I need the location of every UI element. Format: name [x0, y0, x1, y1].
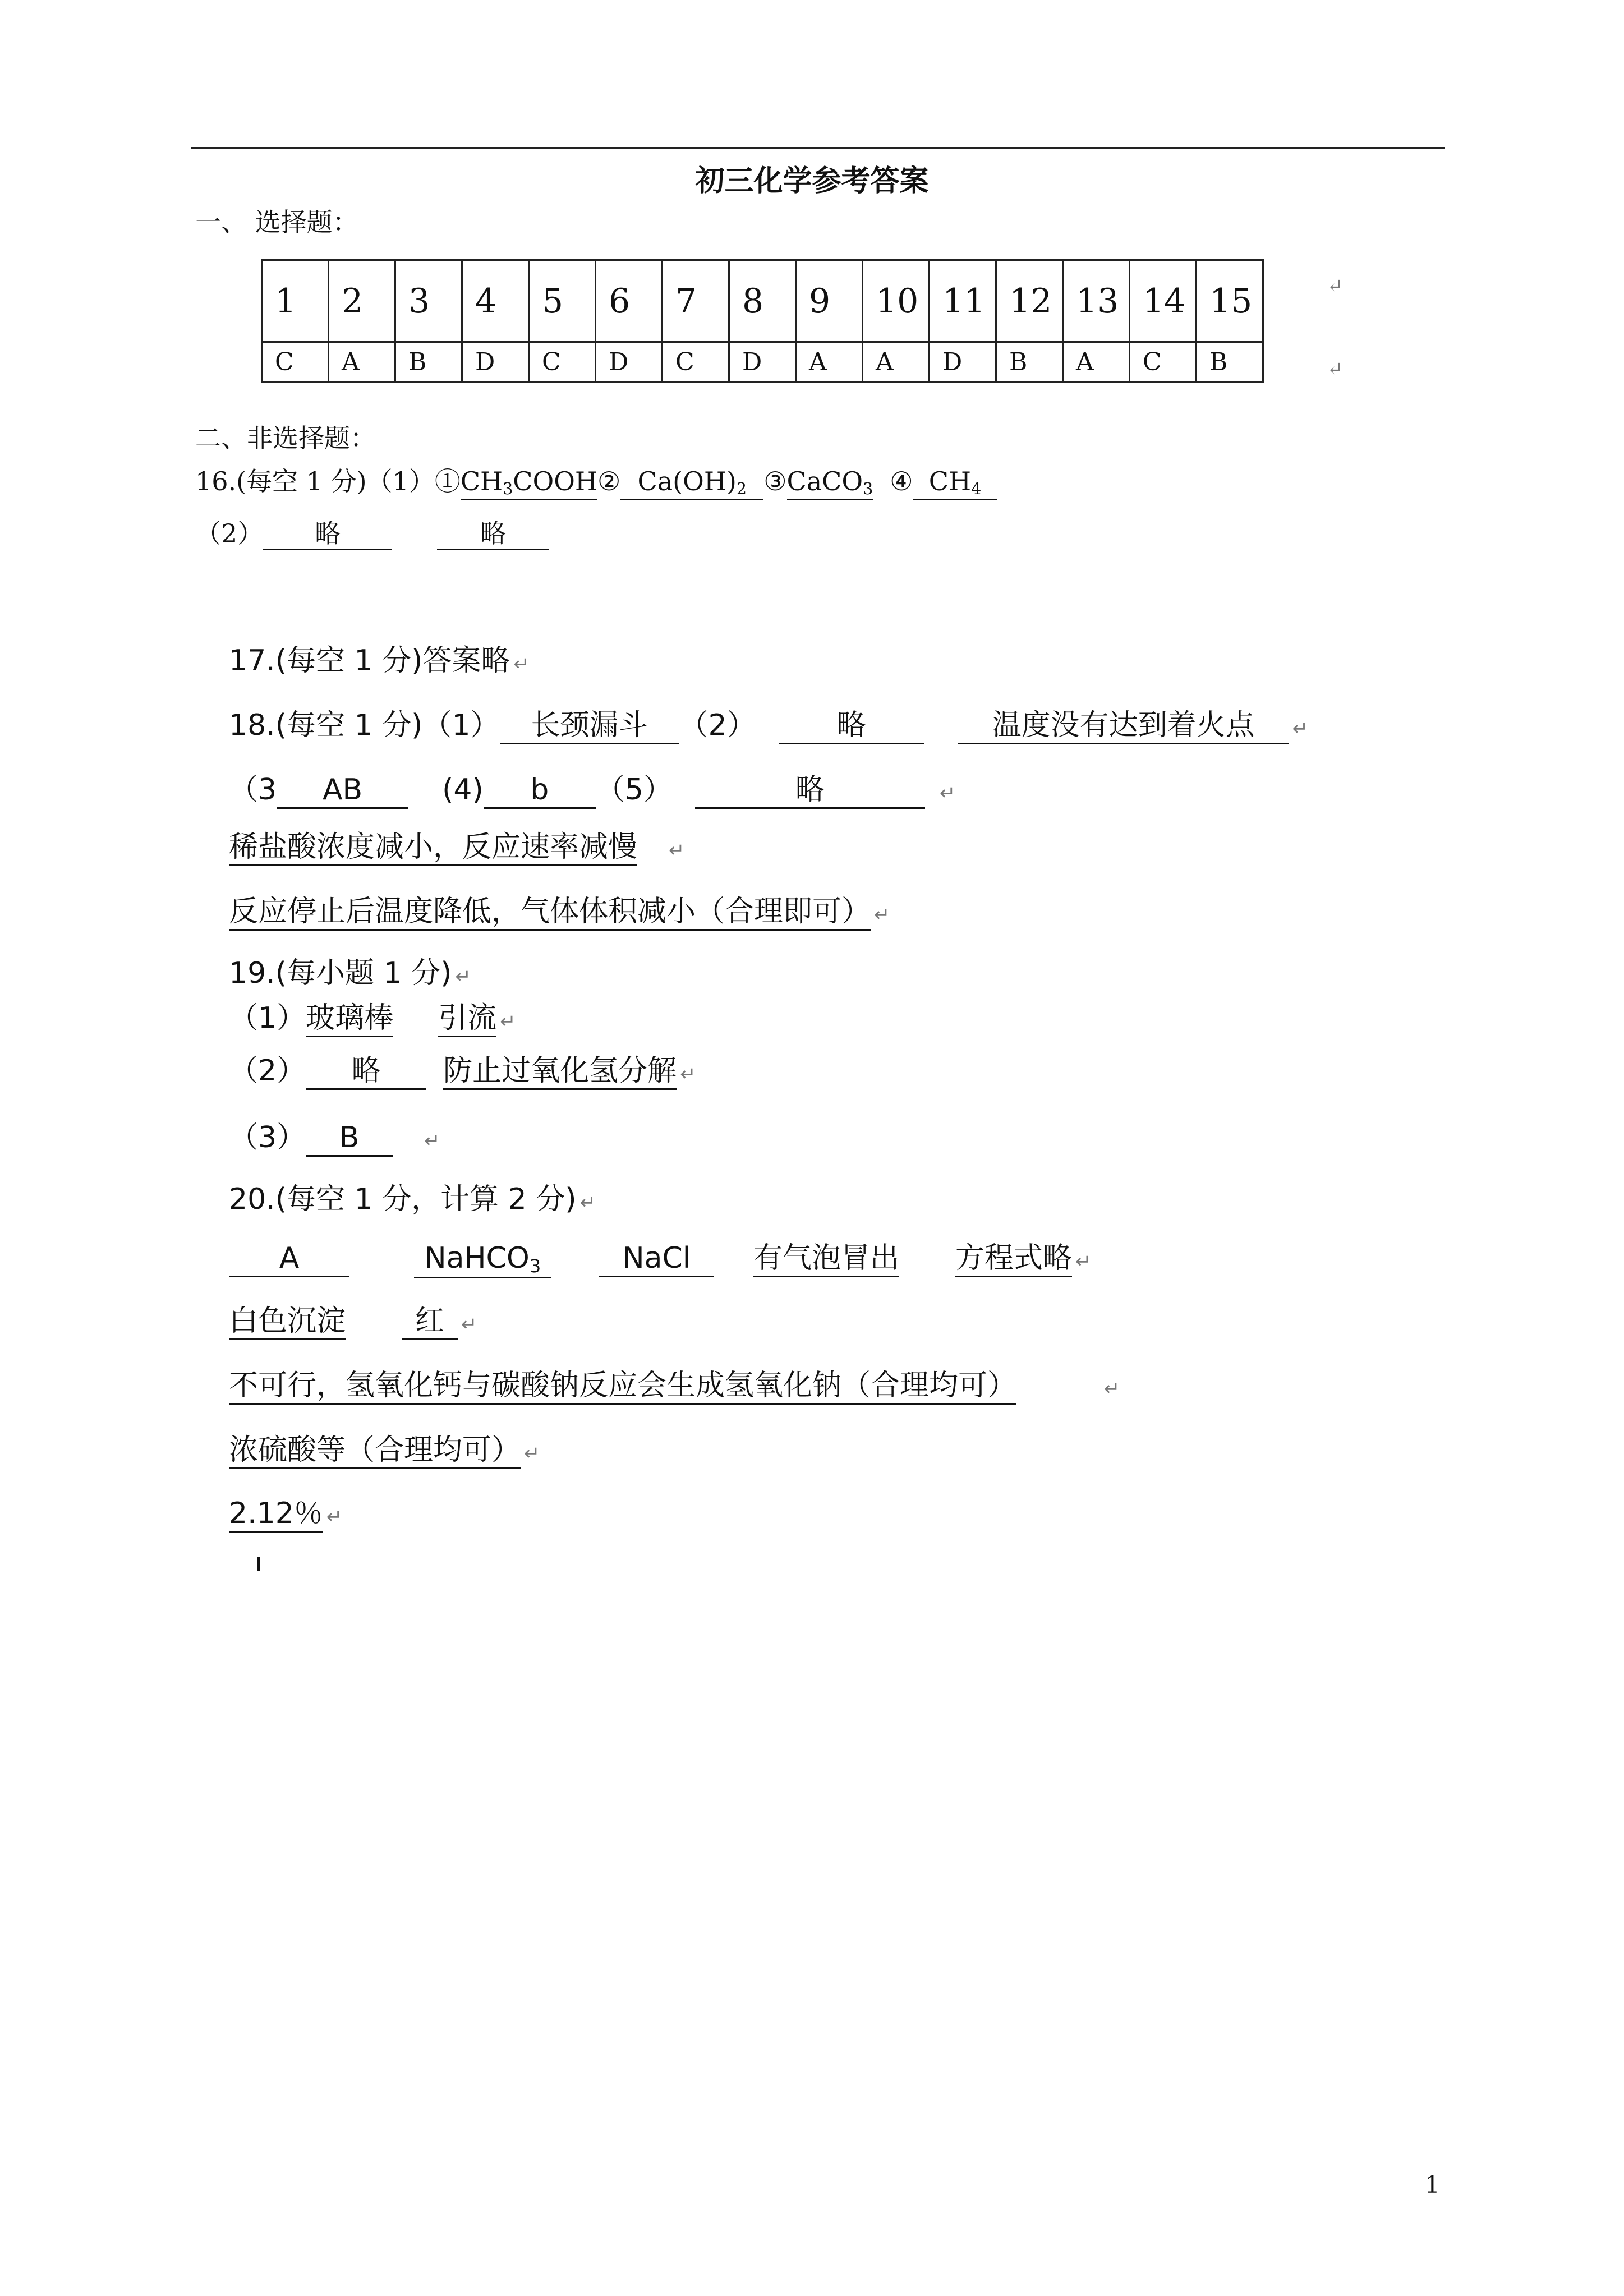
answer-table — [261, 259, 1264, 383]
q18-line3: 稀盐酸浓度减小，反应速率减慢 ↵ — [229, 830, 685, 866]
q18-line2: （3 AB (4) b （5） 略 ↵ — [229, 766, 955, 809]
q18-answer-4: AB — [277, 774, 408, 809]
q19-line1: （1）玻璃棒 引流 ↵ — [229, 994, 516, 1037]
q18-answer-5: b — [484, 774, 596, 809]
question-number-cell: 14 — [1130, 260, 1197, 342]
q18-answer-1: 长颈漏斗 — [500, 709, 679, 744]
section-multiple-choice: 一、 选择题： — [195, 207, 358, 237]
q19-answer-3: 略 — [306, 1055, 426, 1090]
q16-line2 — [195, 513, 549, 550]
q20-line3: 不可行，氢氧化钙与碳酸钠反应会生成氢氧化钠（合理均可） ↵ — [229, 1369, 1120, 1405]
paragraph-mark: ↵ — [1327, 358, 1344, 380]
q16-line1 — [195, 461, 997, 500]
q20-answer-2: NaHCO$_3$ — [414, 1242, 551, 1278]
q18-answer-6: 略 — [695, 774, 925, 809]
question-number-cell: 8 — [729, 260, 796, 342]
q16-answer-4: $CH_4$ — [913, 467, 997, 500]
answer-letter-cell: C — [262, 342, 329, 383]
answer-letter-cell: B — [395, 342, 462, 383]
answer-letter-cell: C — [663, 342, 729, 383]
answer-letter-cell: C — [529, 342, 596, 383]
answer-letter-cell: B — [1197, 342, 1263, 383]
q16-prefix: 16.(每空 1 分)（1）① — [195, 466, 461, 496]
question-number-cell: 7 — [663, 260, 729, 342]
q16-marker-4: ④ — [890, 466, 913, 496]
text-cursor — [257, 1557, 260, 1571]
answer-letter-row — [262, 342, 1263, 383]
answer-letter-cell: D — [729, 342, 796, 383]
q17-line: 17.(每空 1 分)答案略 ↵ — [229, 644, 530, 678]
question-number-cell: 15 — [1197, 260, 1263, 342]
q20-line4: 浓硫酸等（合理均可） ↵ — [229, 1433, 540, 1469]
section-non-choice: 二、非选择题： — [195, 423, 376, 453]
q19-line3: （3） B ↵ — [229, 1114, 440, 1157]
q19-head: 19.(每小题 1 分) ↵ — [229, 956, 471, 990]
q20-answer-1: A — [229, 1242, 349, 1277]
question-number-cell: 6 — [596, 260, 663, 342]
answer-letter-cell: D — [462, 342, 529, 383]
question-number-cell: 13 — [1063, 260, 1130, 342]
answer-letter-cell: A — [1063, 342, 1130, 383]
q18-answer-2: 略 — [779, 709, 924, 744]
paragraph-mark: ↵ — [1327, 275, 1344, 297]
answer-letter-cell: A — [329, 342, 395, 383]
q20-line1: A NaHCO$_3$ NaCl 有气泡冒出 方程式略 ↵ — [229, 1241, 1092, 1278]
q20-answer-7: 红 — [402, 1305, 458, 1340]
q19-answer-5: B — [306, 1121, 393, 1157]
answer-letter-cell: C — [1130, 342, 1197, 383]
q19-line2: （2） 略 防止过氧化氢分解 ↵ — [229, 1047, 696, 1090]
question-number-cell: 2 — [329, 260, 395, 342]
q18-line4: 反应停止后温度降低，气体体积减小（合理即可） ↵ — [229, 895, 890, 931]
q18-line1: 18.(每空 1 分)（1） 长颈漏斗 （2） 略 温度没有达到着火点 ↵ — [229, 701, 1308, 744]
answer-letter-cell: D — [596, 342, 663, 383]
header-rule — [191, 147, 1445, 149]
q16-marker-3: ③ — [763, 466, 787, 496]
q20-answer-4: 有气泡冒出 — [753, 1242, 899, 1277]
q18-answer-3: 温度没有达到着火点 — [958, 709, 1289, 744]
q19-answer-2: 引流 — [438, 1002, 496, 1037]
q16-answer-3: CaCO$_3$ — [787, 467, 873, 500]
question-number-cell: 10 — [863, 260, 930, 342]
q20-line5: 2.12％ ↵ — [229, 1497, 342, 1533]
answer-letter-cell: B — [996, 342, 1063, 383]
question-number-cell: 1 — [262, 260, 329, 342]
q20-answer-6: 白色沉淀 — [229, 1305, 346, 1340]
q16-answer-b1: 略 — [263, 519, 392, 550]
q19-answer-4: 防止过氧化氢分解 — [443, 1055, 677, 1090]
q20-answer-5: 方程式略 — [955, 1242, 1072, 1277]
answer-letter-cell: A — [796, 342, 863, 383]
page-number: 1 — [1425, 2171, 1440, 2198]
page-title: 初三化学参考答案 — [695, 164, 929, 198]
question-number-row — [262, 260, 1263, 342]
q20-answer-3: NaCl — [599, 1242, 714, 1277]
q19-answer-1: 玻璃棒 — [306, 1002, 393, 1037]
q16-answer-1: $CH_3COOH$ — [461, 467, 597, 500]
q16-answer-b2: 略 — [437, 519, 549, 550]
answer-letter-cell: A — [863, 342, 930, 383]
q20-line2: 白色沉淀 红 ↵ — [229, 1304, 477, 1340]
question-number-cell: 12 — [996, 260, 1063, 342]
q16-answer-2: $Ca(OH)_2$ — [620, 467, 763, 500]
q20-head: 20.(每空 1 分，计算 2 分) ↵ — [229, 1182, 596, 1216]
question-number-cell: 4 — [462, 260, 529, 342]
question-number-cell: 3 — [395, 260, 462, 342]
question-number-cell: 11 — [930, 260, 996, 342]
q16-line2-prefix: （2） — [195, 518, 264, 549]
answer-letter-cell: D — [930, 342, 996, 383]
question-number-cell: 9 — [796, 260, 863, 342]
q16-marker-2: ② — [597, 466, 621, 496]
question-number-cell: 5 — [529, 260, 596, 342]
